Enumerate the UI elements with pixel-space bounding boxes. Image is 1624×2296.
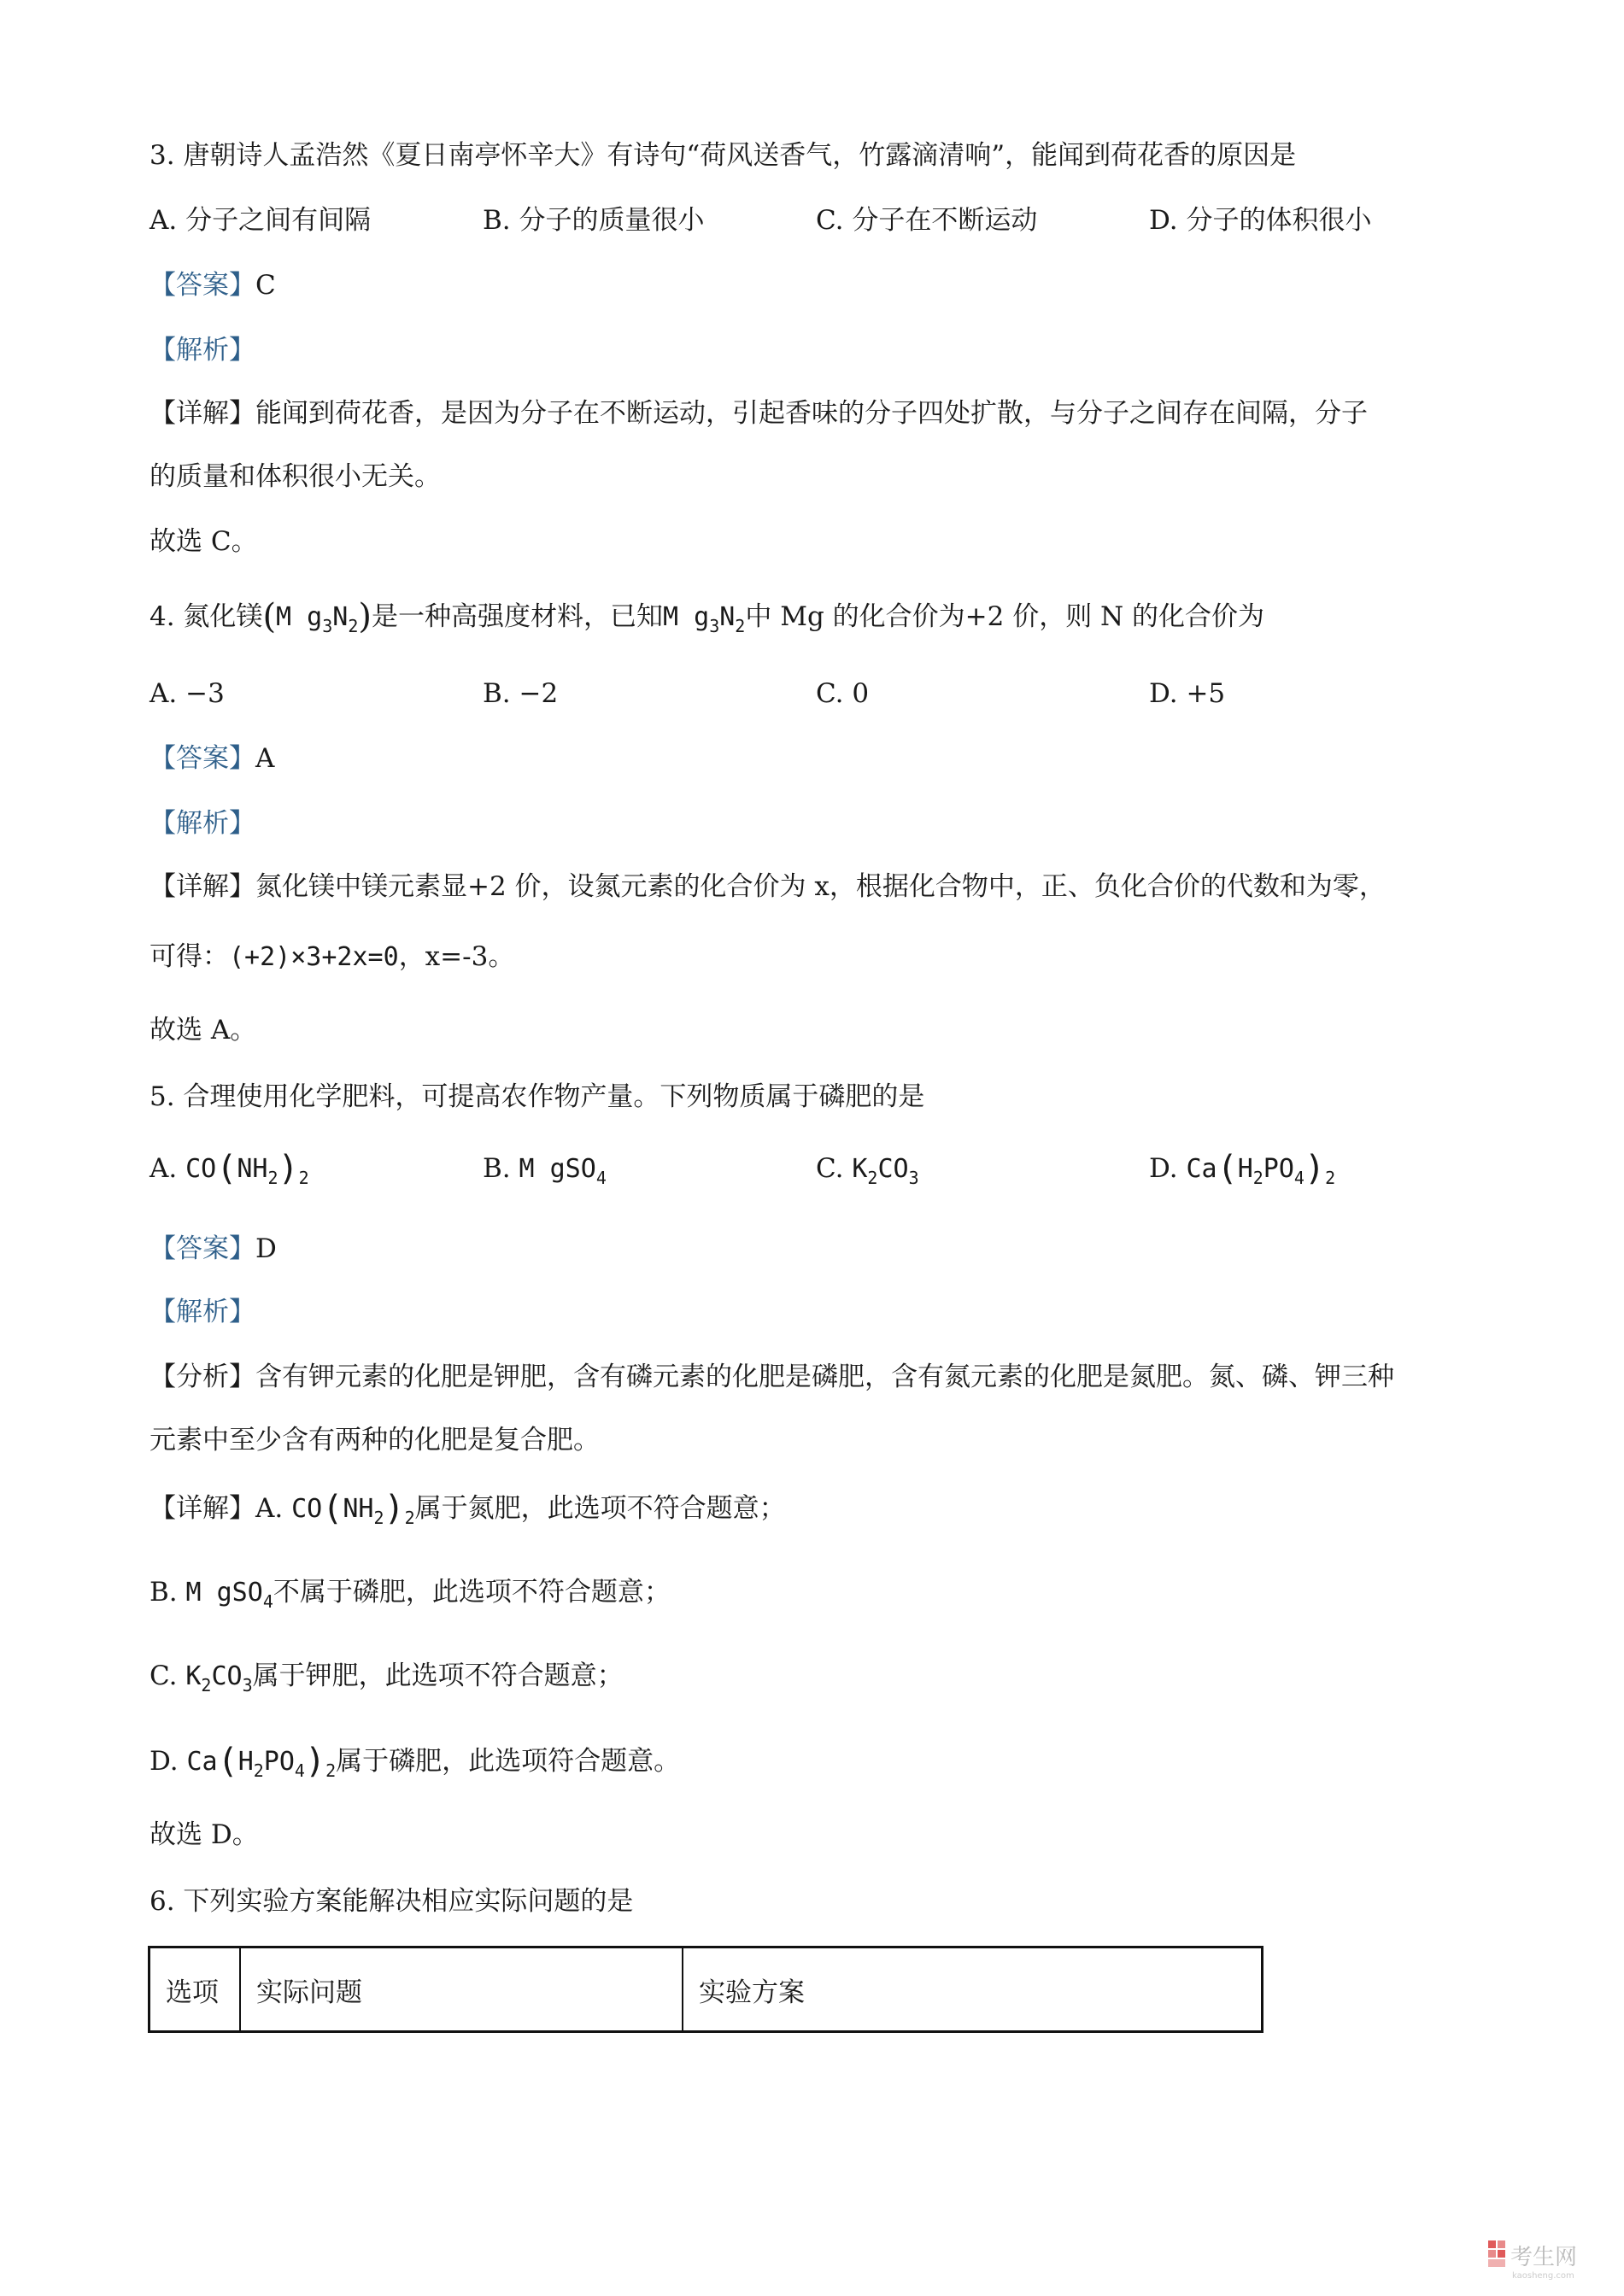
q3-option-a: A. 分子之间有间隔 — [150, 205, 372, 236]
q3-conclusion: 故选 C。 — [150, 526, 258, 557]
q3-option-b: B. 分子的质量很小 — [483, 205, 705, 236]
q4-equation: (+2)×3+2x=0 — [229, 942, 399, 972]
q5-detail-a: 【详解】A. $CO(NH_2)_2$属于氮肥，此选项不符合题意； — [150, 1489, 786, 1528]
q6-table — [148, 1946, 1263, 2033]
q5-option-a: A. $CO(NH_2)_2$ — [150, 1149, 309, 1188]
q5-option-c: C. $K_2CO_3$ — [816, 1153, 919, 1188]
q4-answer: 【答案】A — [150, 743, 275, 774]
table-header-option: 选项 — [150, 1948, 241, 2032]
svg-text:kaosheng.com: kaosheng.com — [1512, 2271, 1574, 2281]
q5-option-b: B. M gSO$_4$ — [483, 1153, 607, 1188]
table-row — [150, 1948, 1263, 2032]
q5-analysis-label: 【解析】 — [150, 1297, 255, 1327]
q3-answer: 【答案】C — [150, 270, 276, 301]
q3-detail-line2: 的质量和体积很小无关。 — [150, 461, 441, 492]
q3-detail-line1: 【详解】能闻到荷花香，是因为分子在不断运动，引起香味的分子四处扩散，与分子之间存在间隔，分子 — [150, 398, 1368, 429]
kaosheng-logo — [1486, 2234, 1606, 2285]
q5-stem: 5. 合理使用化学肥料，可提高农作物产量。下列物质属于磷肥的是 — [150, 1081, 925, 1112]
q4-option-c: C. 0 — [816, 678, 870, 709]
q4-detail-line2: 可得：(+2)×3+2x=0，x=-3。 — [150, 941, 515, 972]
q3-analysis-label: 【解析】 — [150, 335, 255, 366]
q3-option-c: C. 分子在不断运动 — [816, 205, 1038, 236]
q4-option-d: D. +5 — [1149, 678, 1226, 709]
q3-option-d: D. 分子的体积很小 — [1149, 205, 1372, 236]
table-header-problem: 实际问题 — [240, 1948, 683, 2032]
q5-detail-d: D. $Ca(H_2PO_4)_2$属于磷肥，此选项符合题意。 — [150, 1742, 681, 1781]
q3-stem: 3. 唐朝诗人孟浩然《夏日南亭怀辛大》有诗句“荷风送香气，竹露滴清响”，能闻到荷花香的原因是 — [150, 140, 1297, 171]
q4-stem: 4. 氮化镁(M $g_3N_2$)是一种高强度材料，已知M $g_3N_2$中 Mg 的化合价为+2 价，则 N 的化合价为 — [150, 597, 1265, 636]
q5-detail-c: C. $K_2CO_3$属于钾肥，此选项不符合题意； — [150, 1660, 624, 1696]
q5-answer: 【答案】D — [150, 1233, 277, 1264]
svg-text:考生网: 考生网 — [1510, 2245, 1578, 2270]
q4-analysis-label: 【解析】 — [150, 808, 255, 839]
table-header-plan: 实验方案 — [683, 1948, 1263, 2032]
q5-conclusion: 故选 D。 — [150, 1819, 259, 1850]
q4-detail-line1: 【详解】氮化镁中镁元素显+2 价，设氮元素的化合价为 x，根据化合物中，正、负化合价的代数和为零， — [150, 871, 1386, 902]
q5-fenxi-line1: 【分析】含有钾元素的化肥是钾肥，含有磷元素的化肥是磷肥，含有氮元素的化肥是氮肥。氮、磷、钾三种 — [150, 1362, 1394, 1392]
q5-fenxi-line2: 元素中至少含有两种的化肥是复合肥。 — [150, 1425, 600, 1456]
q4-option-a: A. −3 — [150, 678, 225, 709]
q4-option-b: B. −2 — [483, 678, 559, 709]
q5-option-d: D. $Ca(H_2PO_4)_2$ — [1149, 1149, 1336, 1188]
q4-conclusion: 故选 A。 — [150, 1015, 257, 1046]
q6-stem: 6. 下列实验方案能解决相应实际问题的是 — [150, 1886, 634, 1917]
q5-detail-b: B. M gSO$_4$不属于磷肥，此选项不符合题意； — [150, 1577, 671, 1612]
